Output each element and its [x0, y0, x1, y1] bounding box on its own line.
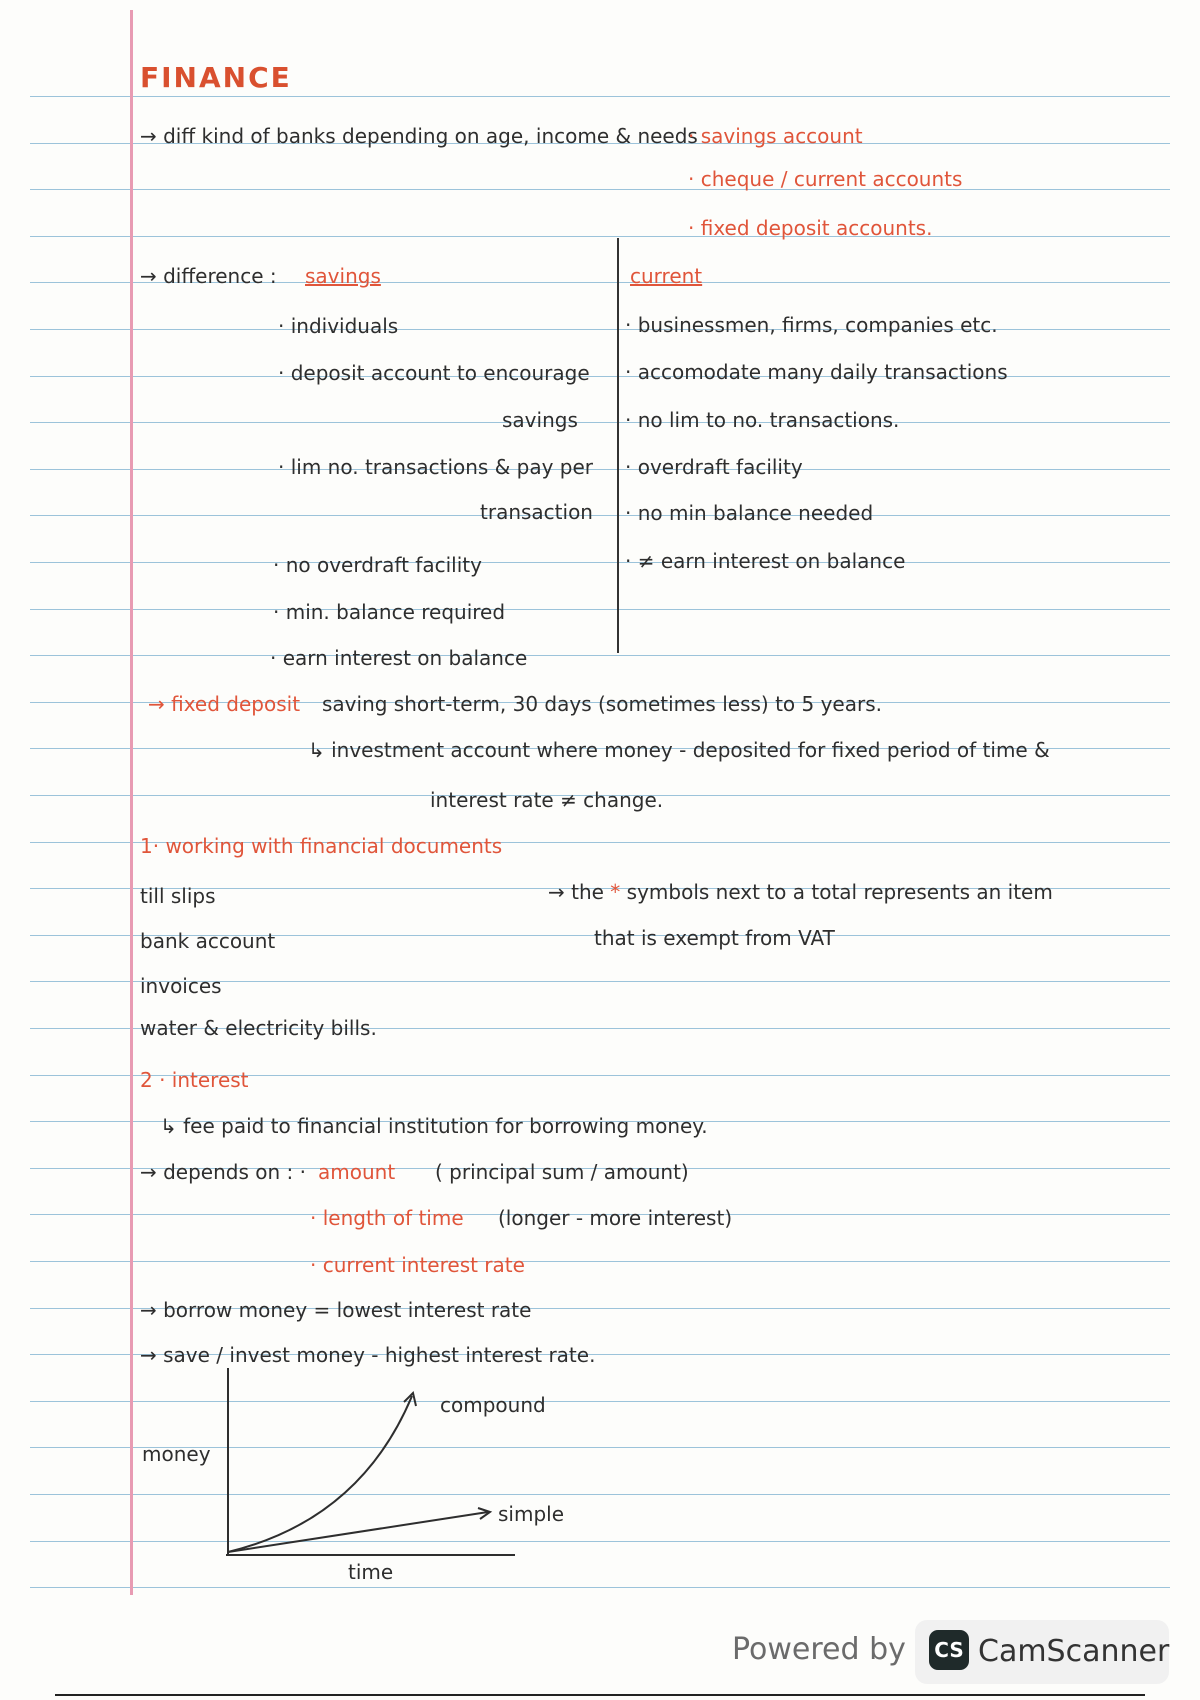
factor-name: amount — [318, 1160, 396, 1184]
savings-item: · deposit account to encourage — [278, 361, 590, 385]
document-item: water & electricity bills. — [140, 1016, 377, 1040]
depends-label: → depends on : · — [140, 1160, 306, 1184]
savings-item: · min. balance required — [273, 600, 506, 624]
graph-x-label: time — [348, 1560, 394, 1584]
camscanner-icon: CS — [929, 1630, 969, 1670]
document-item: invoices — [140, 974, 222, 998]
factor-name: · current interest rate — [310, 1253, 525, 1277]
graph-y-label: money — [142, 1442, 211, 1466]
powered-by-text: Powered by — [732, 1632, 906, 1667]
savings-item: · earn interest on balance — [270, 646, 528, 670]
difference-label: → difference : — [140, 264, 277, 288]
fixed-deposit-detail: interest rate ≠ change. — [430, 788, 664, 812]
compound-label: compound — [440, 1393, 546, 1417]
current-item: · ≠ earn interest on balance — [625, 549, 906, 573]
vat-symbol: * — [610, 880, 621, 904]
current-item: · no min balance needed — [625, 501, 874, 525]
vat-note-prefix: → the — [548, 880, 604, 904]
camscanner-brand: CamScanner — [978, 1634, 1170, 1669]
savings-item: transaction — [480, 500, 593, 524]
page-title: FINANCE — [140, 61, 292, 94]
vat-note-line2: that is exempt from VAT — [594, 926, 835, 950]
intro-text: → diff kind of banks depending on age, income & needs — [140, 124, 698, 148]
vat-note-rest: symbols next to a total represents an item — [626, 880, 1053, 904]
current-item: · businessmen, firms, companies etc. — [625, 313, 998, 337]
fixed-deposit-text: saving short-term, 30 days (sometimes less) to 5 years. — [322, 692, 882, 716]
borrow-rule: → borrow money = lowest interest rate — [140, 1298, 532, 1322]
current-item: · accomodate many daily transactions — [625, 360, 1008, 384]
interest-definition: ↳ fee paid to financial institution for borrowing money. — [160, 1114, 708, 1138]
factor-detail: ( principal sum / amount) — [435, 1160, 689, 1184]
document-item: bank account — [140, 929, 276, 953]
save-rule: → save / invest money - highest interest rate. — [140, 1343, 596, 1367]
savings-item: · lim no. transactions & pay per — [278, 455, 594, 479]
current-item: · no lim to no. transactions. — [625, 408, 900, 432]
section-1-heading: 1· working with financial documents — [140, 834, 503, 858]
savings-item: · no overdraft facility — [273, 553, 482, 577]
document-item: till slips — [140, 884, 216, 908]
account-type-fixed: · fixed deposit accounts. — [688, 216, 933, 240]
current-heading: current — [630, 264, 703, 288]
footer-divider — [55, 1694, 1145, 1696]
factor-detail: (longer - more interest) — [498, 1206, 733, 1230]
savings-heading: savings — [305, 264, 381, 288]
current-item: · overdraft facility — [625, 455, 803, 479]
section-2-heading: 2 · interest — [140, 1068, 249, 1092]
fixed-deposit-detail: ↳ investment account where money - deposited for fixed period of time & — [308, 738, 1050, 762]
savings-item: · individuals — [278, 314, 399, 338]
camscanner-badge[interactable] — [915, 1620, 1169, 1684]
fixed-deposit-label: → fixed deposit — [148, 692, 301, 716]
account-type-current: · cheque / current accounts — [688, 167, 963, 191]
savings-item: savings — [502, 408, 578, 432]
account-type-savings: · savings account — [688, 124, 863, 148]
simple-label: simple — [498, 1502, 565, 1526]
factor-name: · length of time — [310, 1206, 464, 1230]
simple-line — [228, 1512, 488, 1552]
